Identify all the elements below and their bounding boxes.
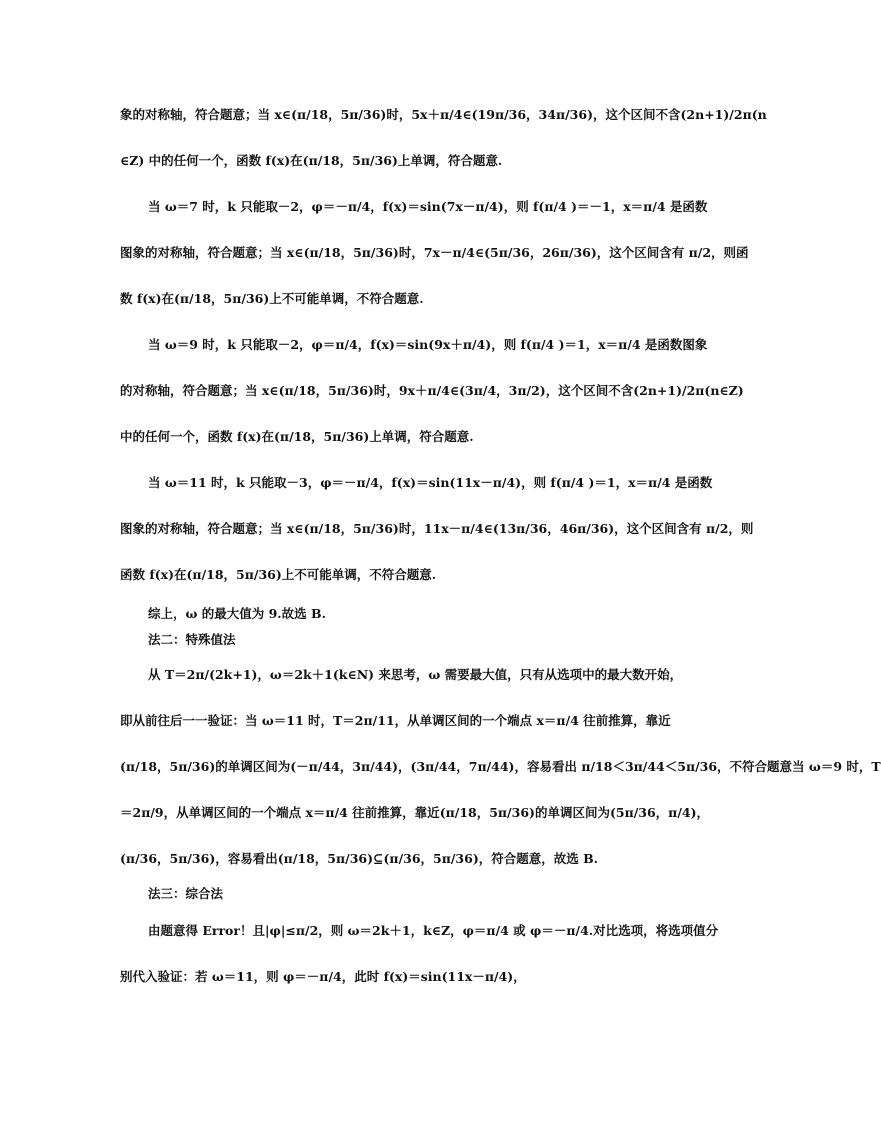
text-segment: (π/18，5π/36)	[186, 567, 282, 582]
text-segment: (π/18，5π/36)	[277, 851, 374, 866]
text-line	[120, 510, 754, 546]
text-segment: 时，9x＋π/4∈	[373, 383, 460, 398]
text-segment: (5π/36，π/4)	[609, 805, 697, 820]
text-segment: 当 ω＝11 时，k 只能取－3，φ＝－π/4，f(x)＝sin	[148, 475, 450, 490]
text-segment: 当 ω＝9 时，k 只能取－2，φ＝π/4，f(x)＝sin	[148, 337, 429, 352]
text-segment: ＝2π/9，从单调区间的一个端点 x＝π/4 往前推算，靠近	[120, 805, 440, 820]
text-segment: (π/18，5π/36)	[302, 153, 398, 168]
text-segment: ，容易看出	[215, 851, 278, 866]
text-segment: 的单调区间为	[215, 759, 291, 774]
text-segment: (9x＋π/4)	[428, 337, 492, 352]
text-segment: (π/36，5π/36)	[120, 851, 216, 866]
text-segment: ⊆	[373, 850, 384, 866]
text-segment: (3π/44，7π/44)	[410, 759, 515, 774]
text-segment: ，	[513, 969, 526, 984]
text-segment: π(n∈Z)	[695, 382, 744, 398]
text-segment: π(n	[742, 106, 767, 122]
text-segment: (3π/4，3π/2)	[459, 383, 546, 398]
text-segment: 数 f(x)在	[120, 291, 175, 306]
text-segment: (π/18，5π/36)	[291, 107, 387, 122]
text-segment: (2n+1)/2	[633, 382, 696, 398]
text-segment: 上不可能单调，不符合题意.	[269, 291, 424, 306]
text-line	[120, 372, 744, 408]
text-segment: (19π/36，34π/36)	[471, 107, 593, 122]
text-segment: ，这个区间不含	[592, 107, 681, 122]
text-segment: (π/18，5π/36)	[303, 521, 399, 536]
text-segment: 综上，ω 的最大值为 9.故选 B.	[148, 606, 326, 621]
text-segment: 中的任何一个，函数 f(x)在	[120, 429, 275, 444]
text-segment: 的单调区间为	[534, 805, 610, 820]
text-segment: ，符合题意，故选 B.	[478, 851, 599, 866]
text-segment: (11x－π/4)	[449, 475, 522, 490]
text-line	[120, 748, 881, 784]
text-segment: 上单调，符合题意.	[369, 429, 474, 444]
text-segment: 法三：综合法	[148, 886, 224, 901]
text-segment: ，则 f	[503, 199, 539, 214]
text-line	[120, 556, 680, 592]
text-segment: 别代入验证：若 ω＝11，则 φ＝－π/4，此时 f(x)＝sin	[120, 969, 442, 984]
text-line	[120, 234, 749, 270]
text-segment: (π/36，5π/36)	[383, 851, 479, 866]
text-line	[120, 142, 680, 178]
text-segment: (π/18，5π/36)	[303, 245, 399, 260]
text-line	[120, 840, 680, 876]
text-segment: 图象的对称轴，符合题意；当 x∈	[120, 521, 304, 536]
text-segment: (π/18，5π/36)	[174, 291, 270, 306]
text-segment: (π/18，5π/36)	[274, 429, 370, 444]
text-segment: 时，5x＋π/4∈	[386, 107, 472, 122]
text-segment: 由题意得 Error！且|φ|≤π/2，则 ω＝2k＋1，k∈Z，φ＝π/4 或 φ＝－π/4.对比选项，将选项值分	[148, 923, 719, 938]
text-segment: 法二：特殊值法	[148, 632, 236, 647]
text-line	[148, 601, 680, 625]
text-segment: ，则 f	[521, 475, 556, 490]
text-segment: 从 T＝2π/(2k+1)，ω＝2k＋1(k∈N) 来思考，ω 需要最大值，只有从选项中的最大数开始，	[148, 667, 683, 682]
text-segment: (11x－π/4)	[441, 969, 514, 984]
text-segment: 即从前往后一一验证：当 ω＝11 时，T＝2π/11，从单调区间的一个端点 x＝π/4 往前推算，靠近	[120, 713, 671, 728]
text-line	[120, 418, 680, 454]
text-segment: (5π/36，26π/36)	[484, 245, 597, 260]
text-line	[148, 464, 713, 500]
text-segment: ，容易看出 π/18＜3π/44＜5π/36，不符合题意当 ω＝9 时，T	[514, 759, 881, 774]
text-segment: 上单调，符合题意.	[397, 153, 503, 168]
text-line	[148, 326, 708, 362]
text-segment: ，这个区间不含	[545, 383, 634, 398]
text-segment: ，	[696, 805, 710, 820]
text-segment: 象的对称轴，符合题意；当 x∈	[120, 107, 292, 122]
text-line	[148, 627, 680, 651]
text-segment: ＝1，x＝π/4 是函数	[594, 475, 713, 490]
text-segment: (π/4 )	[538, 198, 578, 214]
text-line	[120, 794, 710, 830]
text-segment: (π/4 )	[525, 336, 565, 352]
text-segment: 时，11x－π/4∈	[398, 521, 493, 536]
text-line	[148, 881, 680, 905]
text-segment: 函数 f(x)在	[120, 567, 187, 582]
text-segment: 的对称轴，符合题意；当 x∈	[120, 383, 279, 398]
text-segment: ，这个区间含有 π/2，则	[614, 521, 754, 536]
text-segment: 图象的对称轴，符合题意；当 x∈	[120, 245, 304, 260]
text-segment: (π/18，5π/36)	[278, 383, 374, 398]
text-segment: (－π/44，3π/44)	[290, 759, 399, 774]
text-segment: (π/18，5π/36)	[439, 805, 535, 820]
text-segment: (2n+1)/2	[680, 106, 743, 122]
text-line	[120, 702, 680, 738]
text-segment: (π/18，5π/36)	[120, 759, 216, 774]
text-segment: ，则 f	[491, 337, 526, 352]
text-segment: (13π/36，46π/36)	[492, 521, 615, 536]
text-segment: ＝－1，x＝π/4 是函数	[577, 199, 708, 214]
text-line	[120, 96, 767, 132]
text-segment: ∈Z) 中的任何一个，函数 f(x)在	[120, 153, 303, 168]
text-segment: ＝1，x＝π/4 是函数图象	[564, 337, 708, 352]
text-line	[120, 958, 680, 994]
text-segment: ，	[398, 759, 411, 774]
text-segment: ，这个区间含有 π/2，则函	[596, 245, 749, 260]
text-line	[148, 656, 683, 692]
text-segment: (7x－π/4)	[440, 199, 504, 214]
text-segment: 当 ω＝7 时，k 只能取－2，φ＝－π/4，f(x)＝sin	[148, 199, 441, 214]
text-segment: 时，7x－π/4∈	[398, 245, 485, 260]
text-line	[120, 280, 680, 316]
text-line	[148, 912, 719, 948]
text-segment: (π/4 )	[555, 474, 595, 490]
text-segment: 上不可能单调，不符合题意.	[281, 567, 437, 582]
text-line	[148, 188, 708, 224]
